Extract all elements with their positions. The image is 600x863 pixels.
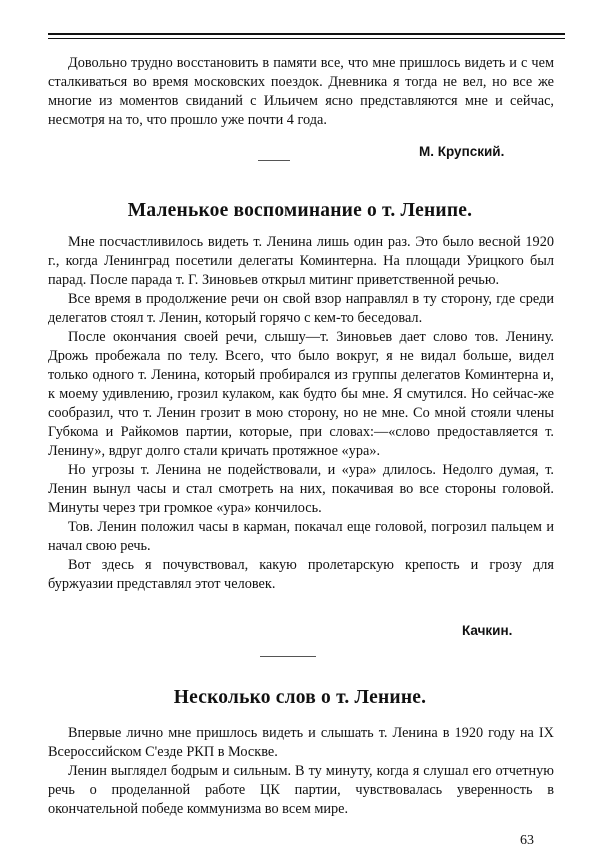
- memoir-1-signature: М. Крупский.: [419, 144, 505, 159]
- memoir-2-paragraph: Мне посчастливилось видеть т. Ленина лишь один раз. Это было весной 1920 г., когда Ленинград посетили делегаты Коминтерна. На площади Урицкого был парад. После парада т. Г. Зиновьев открыл митинг приветственной речью.: [48, 234, 554, 288]
- memoir-3-text: [48, 724, 554, 819]
- memoir-2-paragraph: Все время в продолжение речи он свой взор направлял в ту сторону, где среди делегатов стоял т. Ленин, который горячо с кем-то беседовал.: [48, 291, 554, 326]
- memoir-3-title: Несколько слов о т. Ленине.: [173, 687, 427, 708]
- memoir-2-paragraph: Но угрозы т. Ленина не подействовали, и «ура» длилось. Недолго думая, т. Ленин вынул часы и стал смотреть на них, покачивая во все стороны головой. Минуты через три громкое «ура» кончилось.: [48, 462, 554, 516]
- memoir-2-signature: Качкин.: [462, 623, 513, 638]
- page-number: 63: [520, 833, 534, 848]
- memoir-2-text: [48, 233, 554, 594]
- memoir-3-paragraph: Впервые лично мне пришлось видеть и слышать т. Ленина в 1920 году на IX Всероссийском С'езде РКП в Москве.: [48, 725, 554, 760]
- section-separator: [260, 656, 316, 657]
- memoir-3-paragraph: Ленин выглядел бодрым и сильным. В ту минуту, когда я слушал его отчетную речь о проделанной работе ЦК партии, чувствовалась уверенность в окончательной победе коммунизма во всем мире.: [48, 763, 554, 817]
- section-separator: [258, 160, 290, 161]
- memoir-2-paragraph: Вот здесь я почувствовал, какую пролетарскую крепость и грозу для буржуазии представлял этот человек.: [48, 557, 554, 592]
- memoir-2-title: Маленькое воспоминание о т. Ленипе.: [127, 200, 473, 221]
- memoir-2-paragraph: После окончания своей речи, слышу—т. Зиновьев дает слово тов. Ленину. Дрожь пробежала по телу. Всего, что было вокруг, я не видал больше, видел только одного т. Ленина, который пробирался из группы делегатов Коминтерна и, к моему удивлению, грозил кулаком, как будто бы мне. Я смутился. Но сейчас-же сообразил, что т. Ленин грозит в мою сторону, но не мне. Со мной стояли члены Губкома и Райкомов партии, которые, при словах:—«слово предоставляется т. Ленину», вдруг долго стали кричать протяжное «ура».: [48, 329, 554, 459]
- memoir-2-paragraph: Тов. Ленин положил часы в карман, покачал еще головой, погрозил пальцем и начал свою речь.: [48, 519, 554, 554]
- memoir-1-paragraph: Довольно трудно восстановить в памяти все, что мне пришлось видеть и с чем сталкиваться во время московских поездок. Дневника я тогда не вел, но все же многие из моментов свиданий с Ильичем ясно представляются мне и сейчас, несмотря на то, что прошло уже почти 4 года.: [48, 55, 554, 128]
- memoir-1-text: [48, 54, 554, 130]
- top-double-rule: [48, 33, 565, 39]
